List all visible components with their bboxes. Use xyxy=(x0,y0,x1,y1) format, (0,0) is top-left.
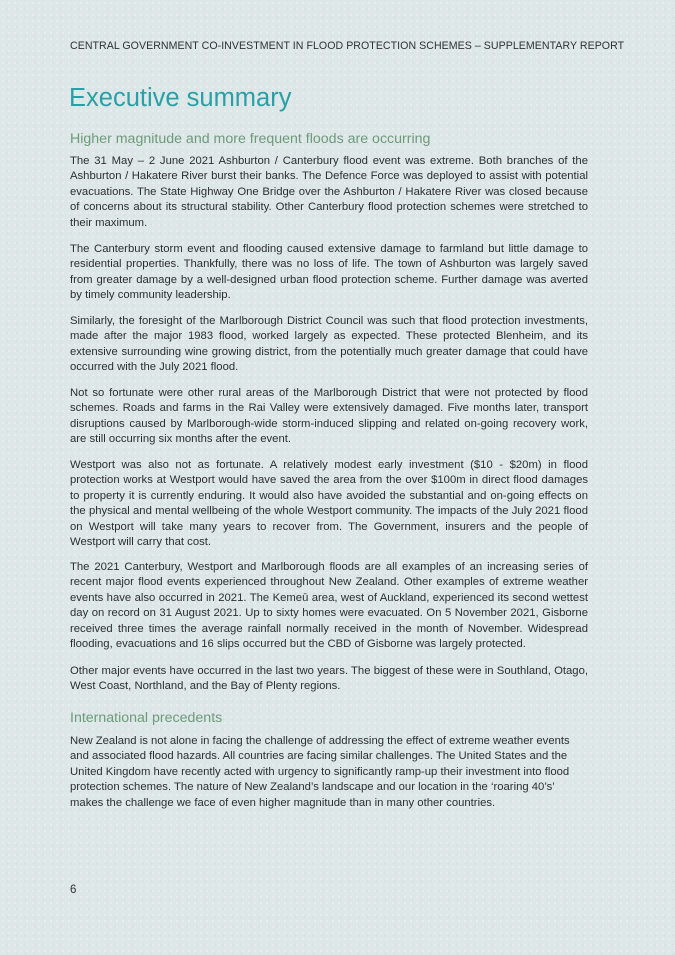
paragraph-2 xyxy=(70,242,588,304)
section-heading-international: International precedents xyxy=(70,710,223,726)
paragraph: The 2021 Canterbury, Westport and Marlborough floods are all examples of an increasing series of recent major flood events experienced throughout New Zealand. Other examples of extreme weather events have also occurred in 2021. The Kemeū area, west of Auckland, experienced its second wettest day on record on 31 August 2021. Up to sixty homes were evacuated. On 5 November 2021, Gisborne received three times the average rainfall normally received in the month of November. Widespread flooding, evacuations and 16 slips occurred but the CBD of Gisborne was largely protected. xyxy=(70,561,588,651)
section-heading xyxy=(70,710,588,726)
section-heading-floods: Higher magnitude and more frequent floods are occurring xyxy=(70,131,431,147)
paragraph: New Zealand is not alone in facing the challenge of addressing the effect of extreme weather events and associated flood hazards. All countries are facing similar challenges. The United States and the United Kingdom have recently acted with urgency to significantly ramp-up their investment into flood protection schemes. The nature of New Zealand’s landscape and our location in the ‘roaring 40’s’ makes the challenge we face of even higher magnitude than in many other countries. xyxy=(70,735,570,809)
running-header: CENTRAL GOVERNMENT CO-INVESTMENT IN FLOOD PROTECTION SCHEMES – SUPPLEMENTARY REPORT xyxy=(70,40,625,52)
paragraph-1 xyxy=(70,154,588,231)
paragraph: The 31 May – 2 June 2021 Ashburton / Canterbury flood event was extreme. Both branches of the Ashburton / Hakatere River burst their banks. The Defence Force was deployed to assist with potential evacuations. The State Highway One Bridge over the Ashburton / Hakatere River was closed because of concerns about its structural stability. Other Canterbury flood protection schemes were stretched to their maximum. xyxy=(70,155,588,229)
paragraph: Other major events have occurred in the last two years. The biggest of these were in Southland, Otago, West Coast, Northland, and the Bay of Plenty regions. xyxy=(70,665,588,693)
paragraph-5 xyxy=(70,458,588,550)
paragraph: The Canterbury storm event and flooding caused extensive damage to farmland but little damage to residential properties. Thankfully, there was no loss of life. The town of Ashburton was largely saved from greater damage by a well-designed urban flood protection scheme. Further damage was averted by timely community leadership. xyxy=(70,243,588,302)
paragraph: Similarly, the foresight of the Marlborough District Council was such that flood protection investments, made after the major 1983 flood, worked largely as expected. These protected Blenheim, and its extensive surrounding wine growing district, from the potentially much greater damage that could have occurred with the July 2021 flood. xyxy=(70,315,588,374)
page-title: Executive summary xyxy=(69,84,292,112)
paragraph-8 xyxy=(70,734,588,811)
paragraph-4 xyxy=(70,386,588,448)
paragraph-3 xyxy=(70,314,588,376)
section-heading xyxy=(70,131,588,147)
paragraph: Not so fortunate were other rural areas of the Marlborough District that were not protected by flood schemes. Roads and farms in the Rai Valley were extensively damaged. Five months later, transport disruptions caused by Marlborough-wide storm-induced slipping and related on-going recovery work, are still occurring six months after the event. xyxy=(70,387,588,446)
paragraph-6 xyxy=(70,560,588,652)
paragraph: Westport was also not as fortunate. A relatively modest early investment ($10 - $20m) in flood protection works at Westport would have saved the area from the over $100m in direct flood damages to property it is currently enduring. It would also have avoided the substantial and on-going effects on the physical and mental wellbeing of the whole Westport community. The impacts of the July 2021 flood on Westport will take many years to recover from. The Government, insurers and the people of Westport will carry that cost. xyxy=(70,459,588,549)
page-number: 6 xyxy=(70,884,77,896)
paragraph-7 xyxy=(70,664,588,695)
